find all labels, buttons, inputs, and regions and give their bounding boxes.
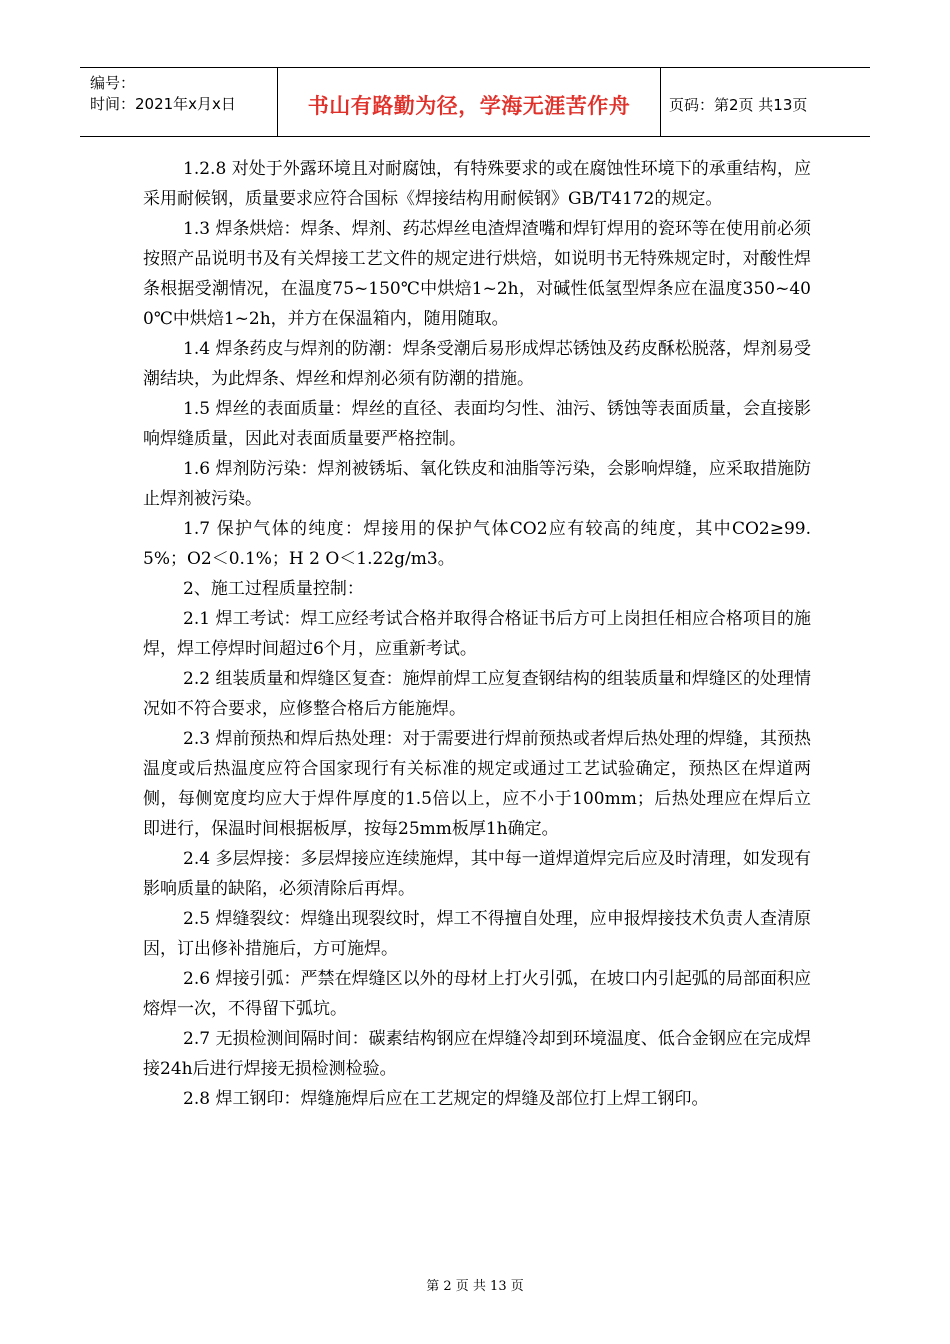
paragraph-2-7: 2.7 无损检测间隔时间：碳素结构钢应在焊缝冷却到环境温度、低合金钢应在完成焊接24h后进行焊接无损检测检验。 (143, 1029, 811, 1079)
paragraph-1-2-8: 1.2.8 对处于外露环境且对耐腐蚀，有特殊要求的或在腐蚀性环境下的承重结构，应采用耐候钢，质量要求应符合国标《焊接结构用耐候钢》GB/T4172的规定。 (143, 159, 811, 209)
paragraph-2-5: 2.5 焊缝裂纹：焊缝出现裂纹时，焊工不得擅自处理，应申报焊接技术负责人查清原因，订出修补措施后，方可施焊。 (143, 909, 811, 959)
paragraph-1-3: 1.3 焊条烘焙：焊条、焊剂、药芯焊丝电渣焊渣嘴和焊钉焊用的瓷环等在使用前必须按照产品说明书及有关焊接工艺文件的规定进行烘焙，如说明书无特殊规定时，对酸性焊条根据受潮情况，在温度75~150℃中烘焙1~2h，对碱性低氢型焊条应在温度350~400℃中烘焙1~2h，并方在保温箱内，随用随取。 (143, 219, 811, 329)
paragraph-2-2: 2.2 组装质量和焊缝区复查：施焊前焊工应复查钢结构的组装质量和焊缝区的处理情况如不符合要求，应修整合格后方能施焊。 (143, 669, 811, 719)
page-header (80, 67, 870, 137)
paragraph-1-6: 1.6 焊剂防污染：焊剂被锈垢、氧化铁皮和油脂等污染，会影响焊缝，应采取措施防止焊剂被污染。 (143, 459, 811, 509)
paragraph-1-4: 1.4 焊条药皮与焊剂的防潮：焊条受潮后易形成焊芯锈蚀及药皮酥松脱落，焊剂易受潮结块，为此焊条、焊丝和焊剂必须有防潮的措施。 (143, 339, 811, 389)
section-heading-2: 2、施工过程质量控制： (183, 579, 364, 599)
paragraph-1-7: 1.7 保护气体的纯度：焊接用的保护气体CO2应有较高的纯度，其中CO2≥99.5%；O2＜0.1%；H 2 O＜1.22g/m3。 (143, 519, 811, 569)
header-info-cell (80, 68, 278, 136)
paragraph-2-4: 2.4 多层焊接：多层焊接应连续施焊，其中每一道焊道焊完后应及时清理，如发现有影响质量的缺陷，必须清除后再焊。 (143, 849, 811, 899)
paragraph-2-6: 2.6 焊接引弧：严禁在焊缝区以外的母材上打火引弧，在坡口内引起弧的局部面积应熔焊一次，不得留下弧坑。 (143, 969, 811, 1019)
paragraph-2-8: 2.8 焊工钢印：焊缝施焊后应在工艺规定的焊缝及部位打上焊工钢印。 (183, 1089, 709, 1109)
paragraph-2-3: 2.3 焊前预热和焊后热处理：对于需要进行焊前预热或者焊后热处理的焊缝，其预热温度或后热温度应符合国家现行有关标准的规定或通过工艺试验确定，预热区在焊道两侧，每侧宽度均应大于焊件厚度的1.5倍以上，应不小于100mm；后热处理应在焊后立即进行，保温时间根据板厚，按每25mm板厚1h确定。 (143, 729, 811, 839)
number-label: 编号： (90, 74, 136, 92)
paragraph-2-1: 2.1 焊工考试：焊工应经考试合格并取得合格证书后方可上岗担任相应合格项目的施焊，焊工停焊时间超过6个月，应重新考试。 (143, 609, 811, 659)
header-motto-cell (278, 68, 661, 136)
document-body (143, 154, 811, 1114)
time-label: 时间：2021年x月x日 (90, 95, 236, 113)
paragraph-1-5: 1.5 焊丝的表面质量：焊丝的直径、表面均匀性、油污、锈蚀等表面质量，会直接影响焊缝质量，因此对表面质量要严格控制。 (143, 399, 811, 449)
motto: 书山有路勤为径，学海无涯苦作舟 (307, 94, 631, 118)
page-footer: 第 2 页 共 13 页 (426, 1279, 524, 1294)
page-code: 页码：第2页 共13页 (669, 96, 808, 114)
header-page-cell (661, 68, 870, 136)
